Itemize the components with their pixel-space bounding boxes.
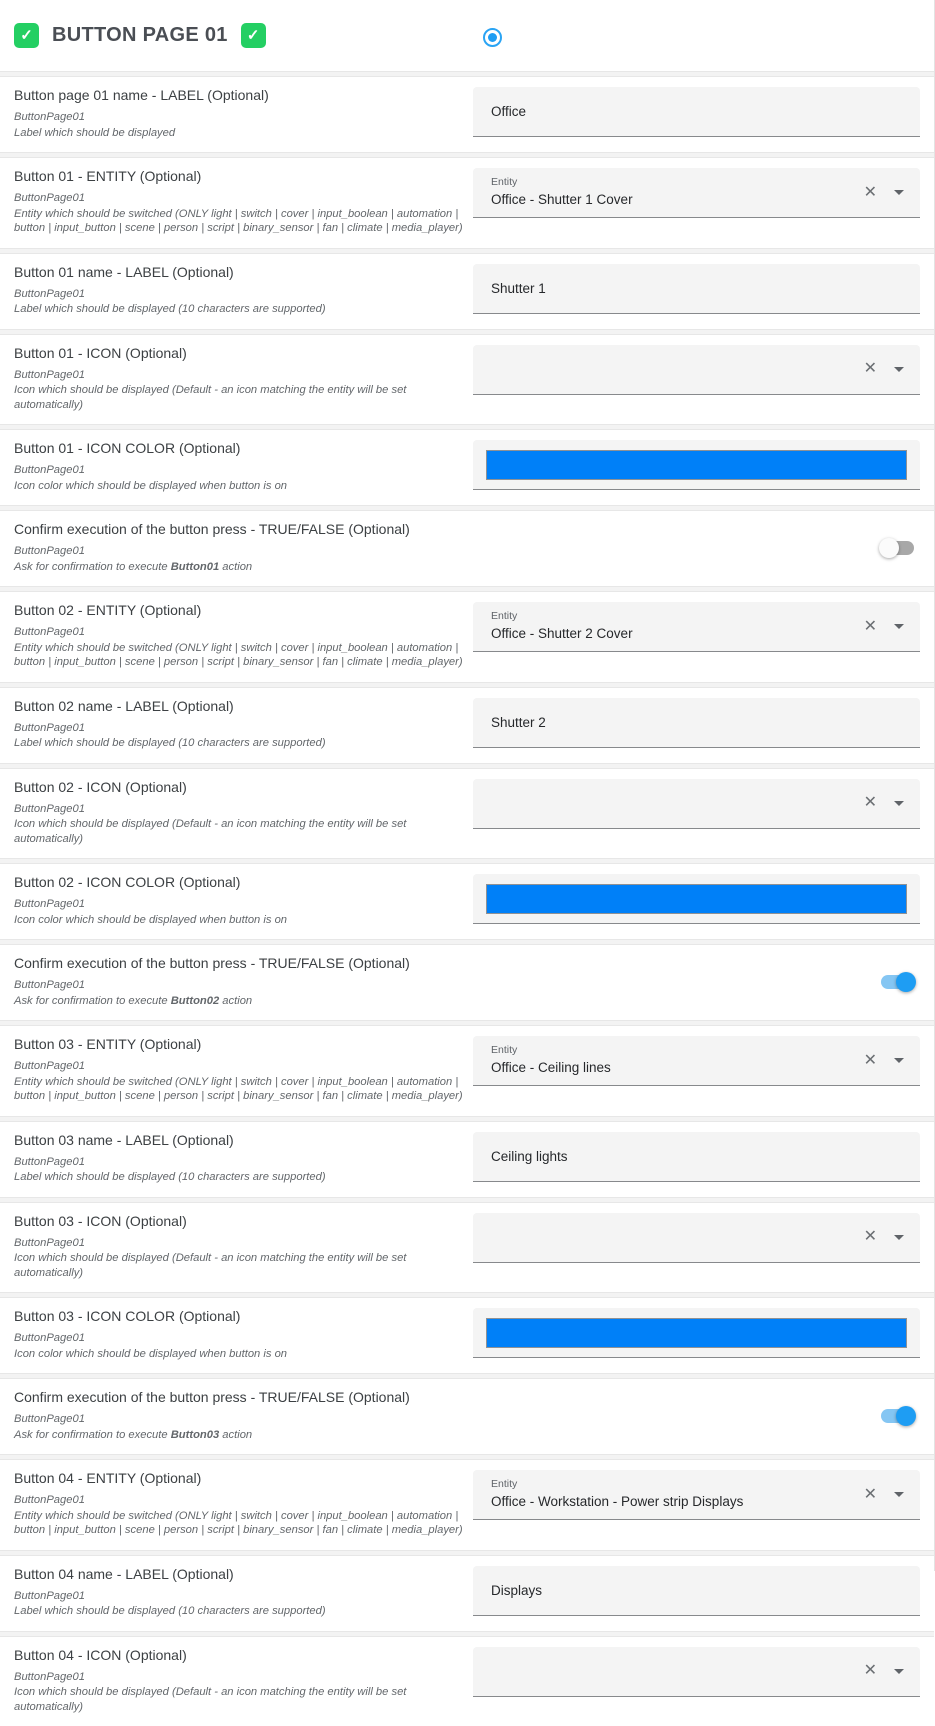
row-control (473, 698, 920, 751)
entity-select-value: Office - Ceiling lines (491, 1059, 611, 1077)
row-subtitle: ButtonPage01 (14, 1155, 463, 1170)
toggle-knob (896, 1406, 916, 1426)
row-title: Button 01 name - LABEL (Optional) (14, 264, 463, 281)
checkmark-icon: ✓ (20, 28, 33, 43)
row-title: Button 04 name - LABEL (Optional) (14, 1566, 463, 1583)
row-description: Label which should be displayed (10 characters are supported) (14, 736, 463, 751)
dropdown-arrow-icon[interactable] (894, 624, 904, 629)
row-control (473, 168, 920, 236)
clear-icon[interactable]: ✕ (864, 361, 877, 377)
row-text-block (14, 1470, 473, 1538)
form-row (0, 1460, 934, 1550)
form-row (0, 688, 934, 763)
row-title: Confirm execution of the button press - TRUE/FALSE (Optional) (14, 955, 463, 972)
dropdown-arrow-icon[interactable] (894, 1669, 904, 1674)
row-title: Button page 01 name - LABEL (Optional) (14, 87, 463, 104)
entity-select[interactable] (473, 1213, 920, 1263)
row-text-block (14, 168, 473, 236)
row-description: Entity which should be switched (ONLY light | switch | cover | input_boolean | automation | button | input_button | scene | person | script | binary_sensor | fan | climate | media_player) (14, 641, 463, 670)
row-title: Button 02 - ENTITY (Optional) (14, 602, 463, 619)
row-text-block (14, 1036, 473, 1104)
row-title: Button 01 - ICON (Optional) (14, 345, 463, 362)
entity-select[interactable] (473, 1647, 920, 1697)
row-text-block (14, 1647, 473, 1715)
row-description: Icon color which should be displayed when button is on (14, 913, 463, 928)
row-description: Label which should be displayed (10 characters are supported) (14, 1170, 463, 1185)
confirm-toggle[interactable] (879, 538, 916, 558)
row-subtitle: ButtonPage01 (14, 287, 463, 302)
toggle-knob (879, 538, 899, 558)
color-input[interactable] (473, 874, 920, 924)
entity-select-icons (864, 1647, 920, 1696)
row-description: Entity which should be switched (ONLY light | switch | cover | input_boolean | automation | button | input_button | scene | person | script | binary_sensor | fan | climate | media_player) (14, 1075, 463, 1104)
row-control (473, 874, 920, 927)
checkmark-icon: ✓ (247, 28, 260, 43)
row-description: Entity which should be switched (ONLY light | switch | cover | input_boolean | automation | button | input_button | scene | person | script | binary_sensor | fan | climate | media_player) (14, 207, 463, 236)
row-subtitle: ButtonPage01 (14, 463, 463, 478)
row-title: Button 04 - ENTITY (Optional) (14, 1470, 463, 1487)
row-text-block (14, 698, 473, 751)
entity-select-icons (864, 1470, 920, 1519)
row-subtitle: ButtonPage01 (14, 191, 463, 206)
row-subtitle: ButtonPage01 (14, 1331, 463, 1346)
entity-select-icons (864, 602, 920, 651)
row-text-block (14, 264, 473, 317)
dropdown-arrow-icon[interactable] (894, 190, 904, 195)
row-title: Confirm execution of the button press - TRUE/FALSE (Optional) (14, 1389, 463, 1406)
form-row (0, 77, 934, 152)
form-row (0, 1379, 934, 1454)
dropdown-arrow-icon[interactable] (894, 1492, 904, 1497)
row-description: Icon which should be displayed (Default - an icon matching the entity will be set automatically) (14, 383, 463, 412)
text-input[interactable] (473, 1566, 920, 1616)
row-control (473, 521, 920, 574)
row-title: Confirm execution of the button press - TRUE/FALSE (Optional) (14, 521, 463, 538)
row-description: Label which should be displayed (10 characters are supported) (14, 1604, 463, 1619)
form-row (0, 592, 934, 682)
row-control (473, 87, 920, 140)
row-control (473, 1308, 920, 1361)
row-subtitle: ButtonPage01 (14, 368, 463, 383)
text-input[interactable] (473, 264, 920, 314)
color-input[interactable] (473, 1308, 920, 1358)
row-control (473, 602, 920, 670)
page-header (0, 0, 934, 71)
row-text-block (14, 440, 473, 493)
header-checkbox-left[interactable] (14, 23, 39, 48)
row-text-block (14, 602, 473, 670)
row-title: Button 04 - ICON (Optional) (14, 1647, 463, 1664)
row-title: Button 01 - ENTITY (Optional) (14, 168, 463, 185)
row-title: Button 01 - ICON COLOR (Optional) (14, 440, 463, 457)
row-text-block (14, 955, 473, 1008)
confirm-toggle[interactable] (879, 1406, 916, 1426)
dropdown-arrow-icon[interactable] (894, 801, 904, 806)
form-row (0, 1556, 934, 1631)
form-row (0, 430, 934, 505)
form-row (0, 1637, 934, 1726)
text-input-value: Office (491, 104, 526, 119)
clear-icon[interactable]: ✕ (864, 619, 877, 635)
form-rows (0, 77, 934, 1726)
form-row (0, 254, 934, 329)
entity-field-label: Entity (491, 1478, 743, 1491)
row-subtitle: ButtonPage01 (14, 1589, 463, 1604)
row-text-block (14, 779, 473, 847)
row-control (473, 345, 920, 413)
row-text-block (14, 1213, 473, 1281)
row-subtitle: ButtonPage01 (14, 110, 463, 125)
form-row (0, 511, 934, 586)
row-control (473, 1389, 920, 1442)
row-control (473, 955, 920, 1008)
page-title: BUTTON PAGE 01 (52, 24, 228, 47)
row-description: Icon color which should be displayed when button is on (14, 479, 463, 494)
form-row (0, 158, 934, 248)
entity-select-text (473, 1470, 743, 1519)
page-radio-button[interactable] (483, 28, 502, 47)
row-description: Icon which should be displayed (Default - an icon matching the entity will be set automatically) (14, 1685, 463, 1714)
entity-select-icons (864, 168, 920, 217)
form-row (0, 1122, 934, 1197)
clear-icon[interactable]: ✕ (864, 1053, 877, 1069)
row-title: Button 03 - ENTITY (Optional) (14, 1036, 463, 1053)
row-description: Ask for confirmation to execute Button01 action (14, 560, 463, 575)
entity-select[interactable] (473, 1470, 920, 1520)
row-control (473, 1647, 920, 1715)
form-row (0, 945, 934, 1020)
radio-dot (488, 33, 497, 42)
entity-select-value: Office - Shutter 2 Cover (491, 625, 633, 643)
row-subtitle: ButtonPage01 (14, 721, 463, 736)
row-control (473, 1132, 920, 1185)
row-subtitle: ButtonPage01 (14, 1670, 463, 1685)
color-swatch[interactable] (486, 1318, 907, 1348)
row-description: Ask for confirmation to execute Button03 action (14, 1428, 463, 1443)
row-control (473, 1566, 920, 1619)
text-input-value: Shutter 2 (491, 715, 546, 730)
row-description-bold: Button01 (171, 561, 219, 573)
entity-select-text (473, 345, 491, 394)
confirm-toggle[interactable] (879, 972, 916, 992)
row-subtitle: ButtonPage01 (14, 1059, 463, 1074)
row-description: Label which should be displayed (10 characters are supported) (14, 302, 463, 317)
entity-field-label: Entity (491, 176, 633, 189)
row-title: Button 02 - ICON (Optional) (14, 779, 463, 796)
entity-select-text (473, 779, 491, 828)
entity-select-text (473, 1213, 491, 1262)
entity-select-text (473, 1647, 491, 1696)
row-description-bold: Button03 (171, 1429, 219, 1441)
row-text-block (14, 1389, 473, 1442)
row-control (473, 779, 920, 847)
clear-icon[interactable]: ✕ (864, 795, 877, 811)
row-description-bold: Button02 (171, 995, 219, 1007)
row-control (473, 1213, 920, 1281)
text-input[interactable] (473, 1132, 920, 1182)
row-text-block (14, 1308, 473, 1361)
row-title: Button 02 - ICON COLOR (Optional) (14, 874, 463, 891)
row-description: Icon which should be displayed (Default - an icon matching the entity will be set automatically) (14, 817, 463, 846)
row-subtitle: ButtonPage01 (14, 625, 463, 640)
color-input[interactable] (473, 440, 920, 490)
form-row (0, 1026, 934, 1116)
row-description: Icon color which should be displayed when button is on (14, 1347, 463, 1362)
entity-field-label: Entity (491, 610, 633, 623)
entity-select-icons (864, 1036, 920, 1085)
entity-select[interactable] (473, 602, 920, 652)
row-text-block (14, 1132, 473, 1185)
color-swatch[interactable] (486, 450, 907, 480)
row-title: Button 02 name - LABEL (Optional) (14, 698, 463, 715)
row-description: Label which should be displayed (14, 126, 463, 141)
row-subtitle: ButtonPage01 (14, 978, 463, 993)
row-title: Button 03 - ICON (Optional) (14, 1213, 463, 1230)
form-row (0, 335, 934, 425)
row-title: Button 03 name - LABEL (Optional) (14, 1132, 463, 1149)
form-row (0, 1298, 934, 1373)
row-subtitle: ButtonPage01 (14, 1236, 463, 1251)
entity-select[interactable] (473, 345, 920, 395)
row-control (473, 264, 920, 317)
entity-select[interactable] (473, 168, 920, 218)
text-input-value: Shutter 1 (491, 281, 546, 296)
row-control (473, 1470, 920, 1538)
toggle-knob (896, 972, 916, 992)
clear-icon[interactable]: ✕ (864, 1229, 877, 1245)
color-swatch[interactable] (486, 884, 907, 914)
clear-icon[interactable]: ✕ (864, 185, 877, 201)
row-text-block (14, 521, 473, 574)
row-subtitle: ButtonPage01 (14, 897, 463, 912)
entity-select-icons (864, 345, 920, 394)
entity-select[interactable] (473, 779, 920, 829)
clear-icon[interactable]: ✕ (864, 1663, 877, 1679)
text-input-value: Ceiling lights (491, 1149, 568, 1164)
row-text-block (14, 1566, 473, 1619)
row-text-block (14, 345, 473, 413)
row-description: Ask for confirmation to execute Button02 action (14, 994, 463, 1009)
entity-select-value: Office - Shutter 1 Cover (491, 191, 633, 209)
dropdown-arrow-icon[interactable] (894, 1235, 904, 1240)
entity-select-icons (864, 779, 920, 828)
row-title: Button 03 - ICON COLOR (Optional) (14, 1308, 463, 1325)
entity-select-icons (864, 1213, 920, 1262)
text-input-value: Displays (491, 1583, 542, 1598)
row-description: Entity which should be switched (ONLY light | switch | cover | input_boolean | automation | button | input_button | scene | person | script | binary_sensor | fan | climate | media_player) (14, 1509, 463, 1538)
row-control (473, 440, 920, 493)
entity-select[interactable] (473, 1036, 920, 1086)
entity-select-text (473, 1036, 611, 1085)
dropdown-arrow-icon[interactable] (894, 1058, 904, 1063)
header-checkbox-right[interactable] (241, 23, 266, 48)
row-subtitle: ButtonPage01 (14, 544, 463, 559)
entity-select-value: Office - Workstation - Power strip Displays (491, 1493, 743, 1511)
entity-select-text (473, 602, 633, 651)
row-subtitle: ButtonPage01 (14, 1412, 463, 1427)
form-row (0, 1203, 934, 1293)
form-row (0, 864, 934, 939)
clear-icon[interactable]: ✕ (864, 1487, 877, 1503)
entity-field-label: Entity (491, 1044, 611, 1057)
text-input[interactable] (473, 698, 920, 748)
dropdown-arrow-icon[interactable] (894, 367, 904, 372)
row-subtitle: ButtonPage01 (14, 1493, 463, 1508)
row-control (473, 1036, 920, 1104)
form-row (0, 769, 934, 859)
text-input[interactable] (473, 87, 920, 137)
entity-select-text (473, 168, 633, 217)
row-text-block (14, 87, 473, 140)
row-description: Icon which should be displayed (Default - an icon matching the entity will be set automatically) (14, 1251, 463, 1280)
row-subtitle: ButtonPage01 (14, 802, 463, 817)
row-text-block (14, 874, 473, 927)
